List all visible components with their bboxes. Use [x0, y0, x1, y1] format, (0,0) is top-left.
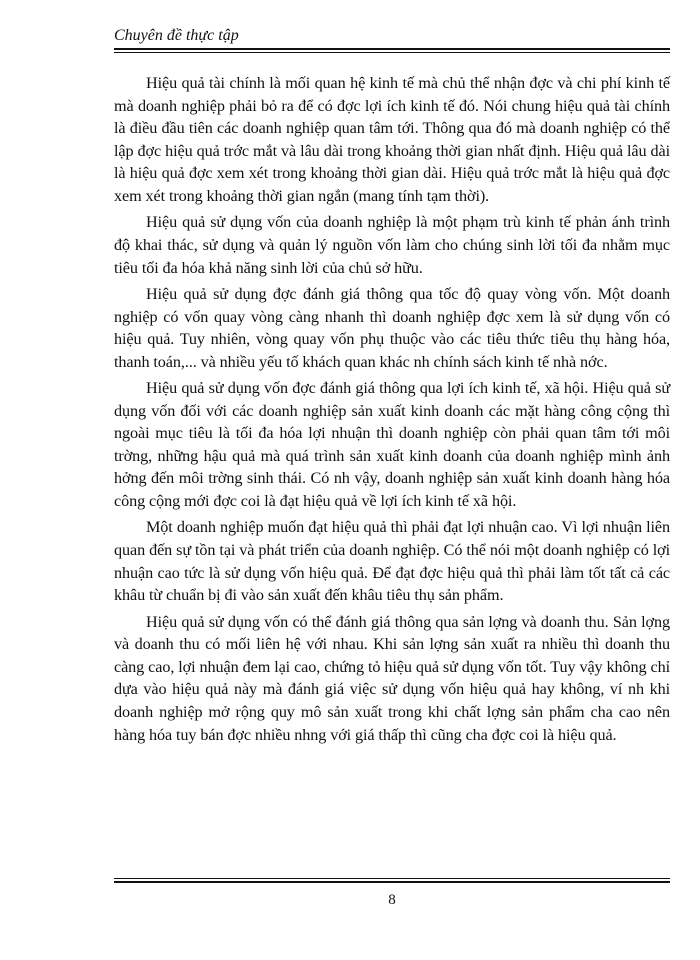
page-footer [114, 878, 670, 909]
paragraph-financial-efficiency: Hiệu quả tài chính là mối quan hệ kinh tế mà chủ thể nhận đợc và chi phí kinh tế mà doanh nghiệp phải bỏ ra để có đợc lợi ích kinh tế đó. Nói chung hiệu quả tài chính là điều đầu tiên các doanh nghiệp quan tâm tới. Thông qua đó mà doanh nghiệp có thể lập đợc hiệu quả trớc mắt và lâu dài trong khoảng thời gian nhất định. Hiệu quả lâu dài là hiệu quả đợc xem xét trong khoảng thời gian dài. Hiệu quả trớc mắt là hiệu quả đợc xem xét trong khoảng thời gian ngắn (mang tính tạm thời). [114, 74, 670, 205]
document-body [114, 72, 670, 750]
paragraph-output-revenue: Hiệu quả sử dụng vốn có thể đánh giá thông qua sản lợng và doanh thu. Sản lợng và doanh thu có mối liên hệ với nhau. Khi sản lợng sản xuất ra nhiều thì doanh thu càng cao, lợi nhuận đem lại cao, chứng tỏ hiệu quả sử dụng vốn tốt. Tuy vậy không chỉ dựa vào hiệu quả này mà đánh giá việc sử dụng vốn hiệu quả hay không, ví nh khi doanh nghiệp mở rộng quy mô sản xuất trong khi chất lợng sản phẩm cha cao nên hàng hóa tuy bán đợc nhiều nhng với giá thấp thì cũng cha đợc coi là hiệu quả. [114, 612, 670, 744]
header-rule-thin [114, 52, 670, 53]
paragraph-capital-efficiency-definition: Hiệu quả sử dụng vốn của doanh nghiệp là một phạm trù kinh tế phản ánh trình độ khai thác, sử dụng và quản lý nguồn vốn làm cho chúng sinh lời tối đa nhằm mục tiêu tối đa hóa khả năng sinh lời của chủ sở hữu. [114, 213, 670, 277]
footer-rule-thin [114, 878, 670, 879]
paragraph-socio-economic-benefit: Hiệu quả sử dụng vốn đợc đánh giá thông qua lợi ích kinh tế, xã hội. Hiệu quả sử dụng vốn đối với các doanh nghiệp sản xuất kinh doanh các mặt hàng công cộng thì ngoài mục tiêu là tối đa hóa lợi nhuận thì doanh nghiệp còn phải quan tâm tới môi trờng, những hậu quả mà quá trình sản xuất kinh doanh của doanh nghiệp mình ảnh hởng đến môi trờng sinh thái. Có nh vậy, doanh nghiệp sản xuất kinh doanh hàng hóa công cộng mới đợc coi là đạt hiệu quả về lợi ích kinh tế xã hội. [114, 379, 670, 511]
page-header [114, 26, 670, 53]
paragraph-profit: Một doanh nghiệp muốn đạt hiệu quả thì phải đạt lợi nhuận cao. Vì lợi nhuận liên quan đến sự tồn tại và phát triển của doanh nghiệp. Có thể nói một doanh nghiệp có lợi nhuận cao tức là sử dụng vốn hiệu quả. Để đạt đợc hiệu quả thì phải làm tốt tất cả các khâu từ chuẩn bị đi vào sản xuất đến khâu tiêu thụ sản phẩm. [114, 518, 670, 605]
header-title: Chuyên đề thực tập [114, 27, 239, 44]
page-number: 8 [388, 892, 396, 908]
paragraph-capital-turnover: Hiệu quả sử dụng đợc đánh giá thông qua tốc độ quay vòng vốn. Một doanh nghiệp có vốn quay vòng càng nhanh thì doanh nghiệp đợc xem là sử dụng vốn có hiệu quả. Tuy nhiên, vòng quay vốn phụ thuộc vào các tiêu thức tiêu thụ hàng hóa, thanh toán,... và nhiều yếu tố khách quan khác nh chính sách kinh tế nhà nớc. [114, 284, 670, 371]
header-rule-thick [114, 48, 670, 50]
footer-rule-thick [114, 881, 670, 883]
